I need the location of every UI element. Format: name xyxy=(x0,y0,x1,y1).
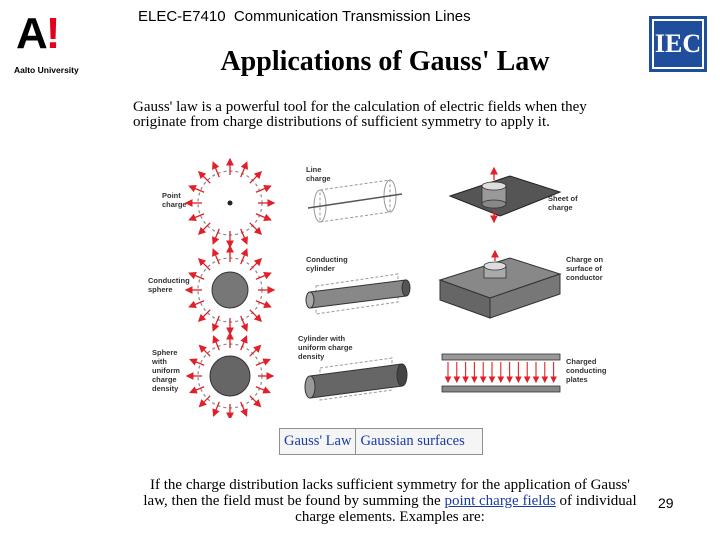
field-arrow xyxy=(250,223,261,234)
nav-link-box xyxy=(279,428,483,455)
field-arrow xyxy=(250,172,261,183)
point-charge-fields-link[interactable]: point charge fields xyxy=(444,493,556,509)
gaussian-surfaces-link[interactable]: Gaussian surfaces xyxy=(360,433,465,449)
conducting-cylinder-diagram xyxy=(306,274,410,314)
page-number: 29 xyxy=(658,495,674,511)
field-arrow xyxy=(199,172,210,183)
field-arrow xyxy=(200,396,211,407)
point-charge-diagram xyxy=(186,159,274,247)
field-arrow xyxy=(241,162,247,177)
field-arrow xyxy=(250,310,261,321)
field-arrow xyxy=(250,346,261,357)
outro-paragraph xyxy=(140,477,640,525)
field-arrow xyxy=(256,301,271,307)
field-arrow xyxy=(241,229,247,244)
point-charge-label: Point charge xyxy=(162,191,187,209)
field-arrow xyxy=(241,336,247,350)
uniform-cylinder-diagram xyxy=(305,358,407,400)
charged-conductor-label: Charge on surface of conductor xyxy=(566,255,604,282)
field-arrow xyxy=(241,402,247,416)
outro-text-start: If the charge distribution lacks sufficient symmetry for the application of Gauss' law, then the field must be found by summing the xyxy=(143,477,630,509)
gauss-law-figure xyxy=(140,150,640,418)
charged-conductor-diagram xyxy=(440,251,560,318)
intro-paragraph: Gauss' law is a powerful tool for the calculation of electric fields when they originate from charge distributions of sufficient symmetry to apply it. xyxy=(133,99,587,130)
uniform-sphere-diagram xyxy=(187,333,273,418)
outro-text-end: of individual charge elements. Examples are: xyxy=(295,493,637,525)
slide-title: Applications of Gauss' Law xyxy=(220,46,550,77)
iec-logo xyxy=(649,16,707,72)
course-title: ELEC-E7410 Communication Transmission Lines xyxy=(138,8,471,25)
field-arrow xyxy=(256,387,270,393)
field-arrow xyxy=(241,249,247,264)
conducting-cylinder-label: Conducting cylinder xyxy=(306,255,348,273)
conducting-sphere-diagram xyxy=(186,246,274,334)
field-arrow xyxy=(256,214,271,220)
conducting-sphere-label: Conducting sphere xyxy=(148,276,190,294)
charged-plates-diagram xyxy=(442,354,560,392)
uniform-sphere-label: Sphere with uniform charge density xyxy=(152,348,180,393)
field-arrow xyxy=(199,259,210,270)
field-arrow xyxy=(250,396,261,407)
charged-plates-label: Charged conducting plates xyxy=(566,357,607,384)
field-arrow xyxy=(199,223,210,234)
field-arrow xyxy=(189,214,204,220)
field-arrow xyxy=(200,346,211,357)
field-arrow xyxy=(256,360,270,366)
sheet-of-charge-label: Sheet of charge xyxy=(548,194,578,212)
line-charge-label: Line charge xyxy=(306,165,331,183)
field-arrow xyxy=(256,273,271,279)
sheet-of-charge-diagram xyxy=(450,168,560,222)
field-arrow xyxy=(189,301,204,307)
field-arrow xyxy=(241,316,247,331)
aalto-logo xyxy=(12,10,104,76)
aalto-logo-text: Aalto University xyxy=(14,65,79,75)
field-arrow xyxy=(199,310,210,321)
gauss-law-link[interactable]: Gauss' Law xyxy=(284,433,352,449)
iec-logo-text: IEC xyxy=(652,19,704,69)
field-arrow xyxy=(250,259,261,270)
line-charge-diagram xyxy=(308,180,402,222)
aalto-logo-mark: A! xyxy=(16,9,59,58)
field-arrow xyxy=(256,186,271,192)
uniform-cylinder-label: Cylinder with uniform charge density xyxy=(298,334,353,361)
